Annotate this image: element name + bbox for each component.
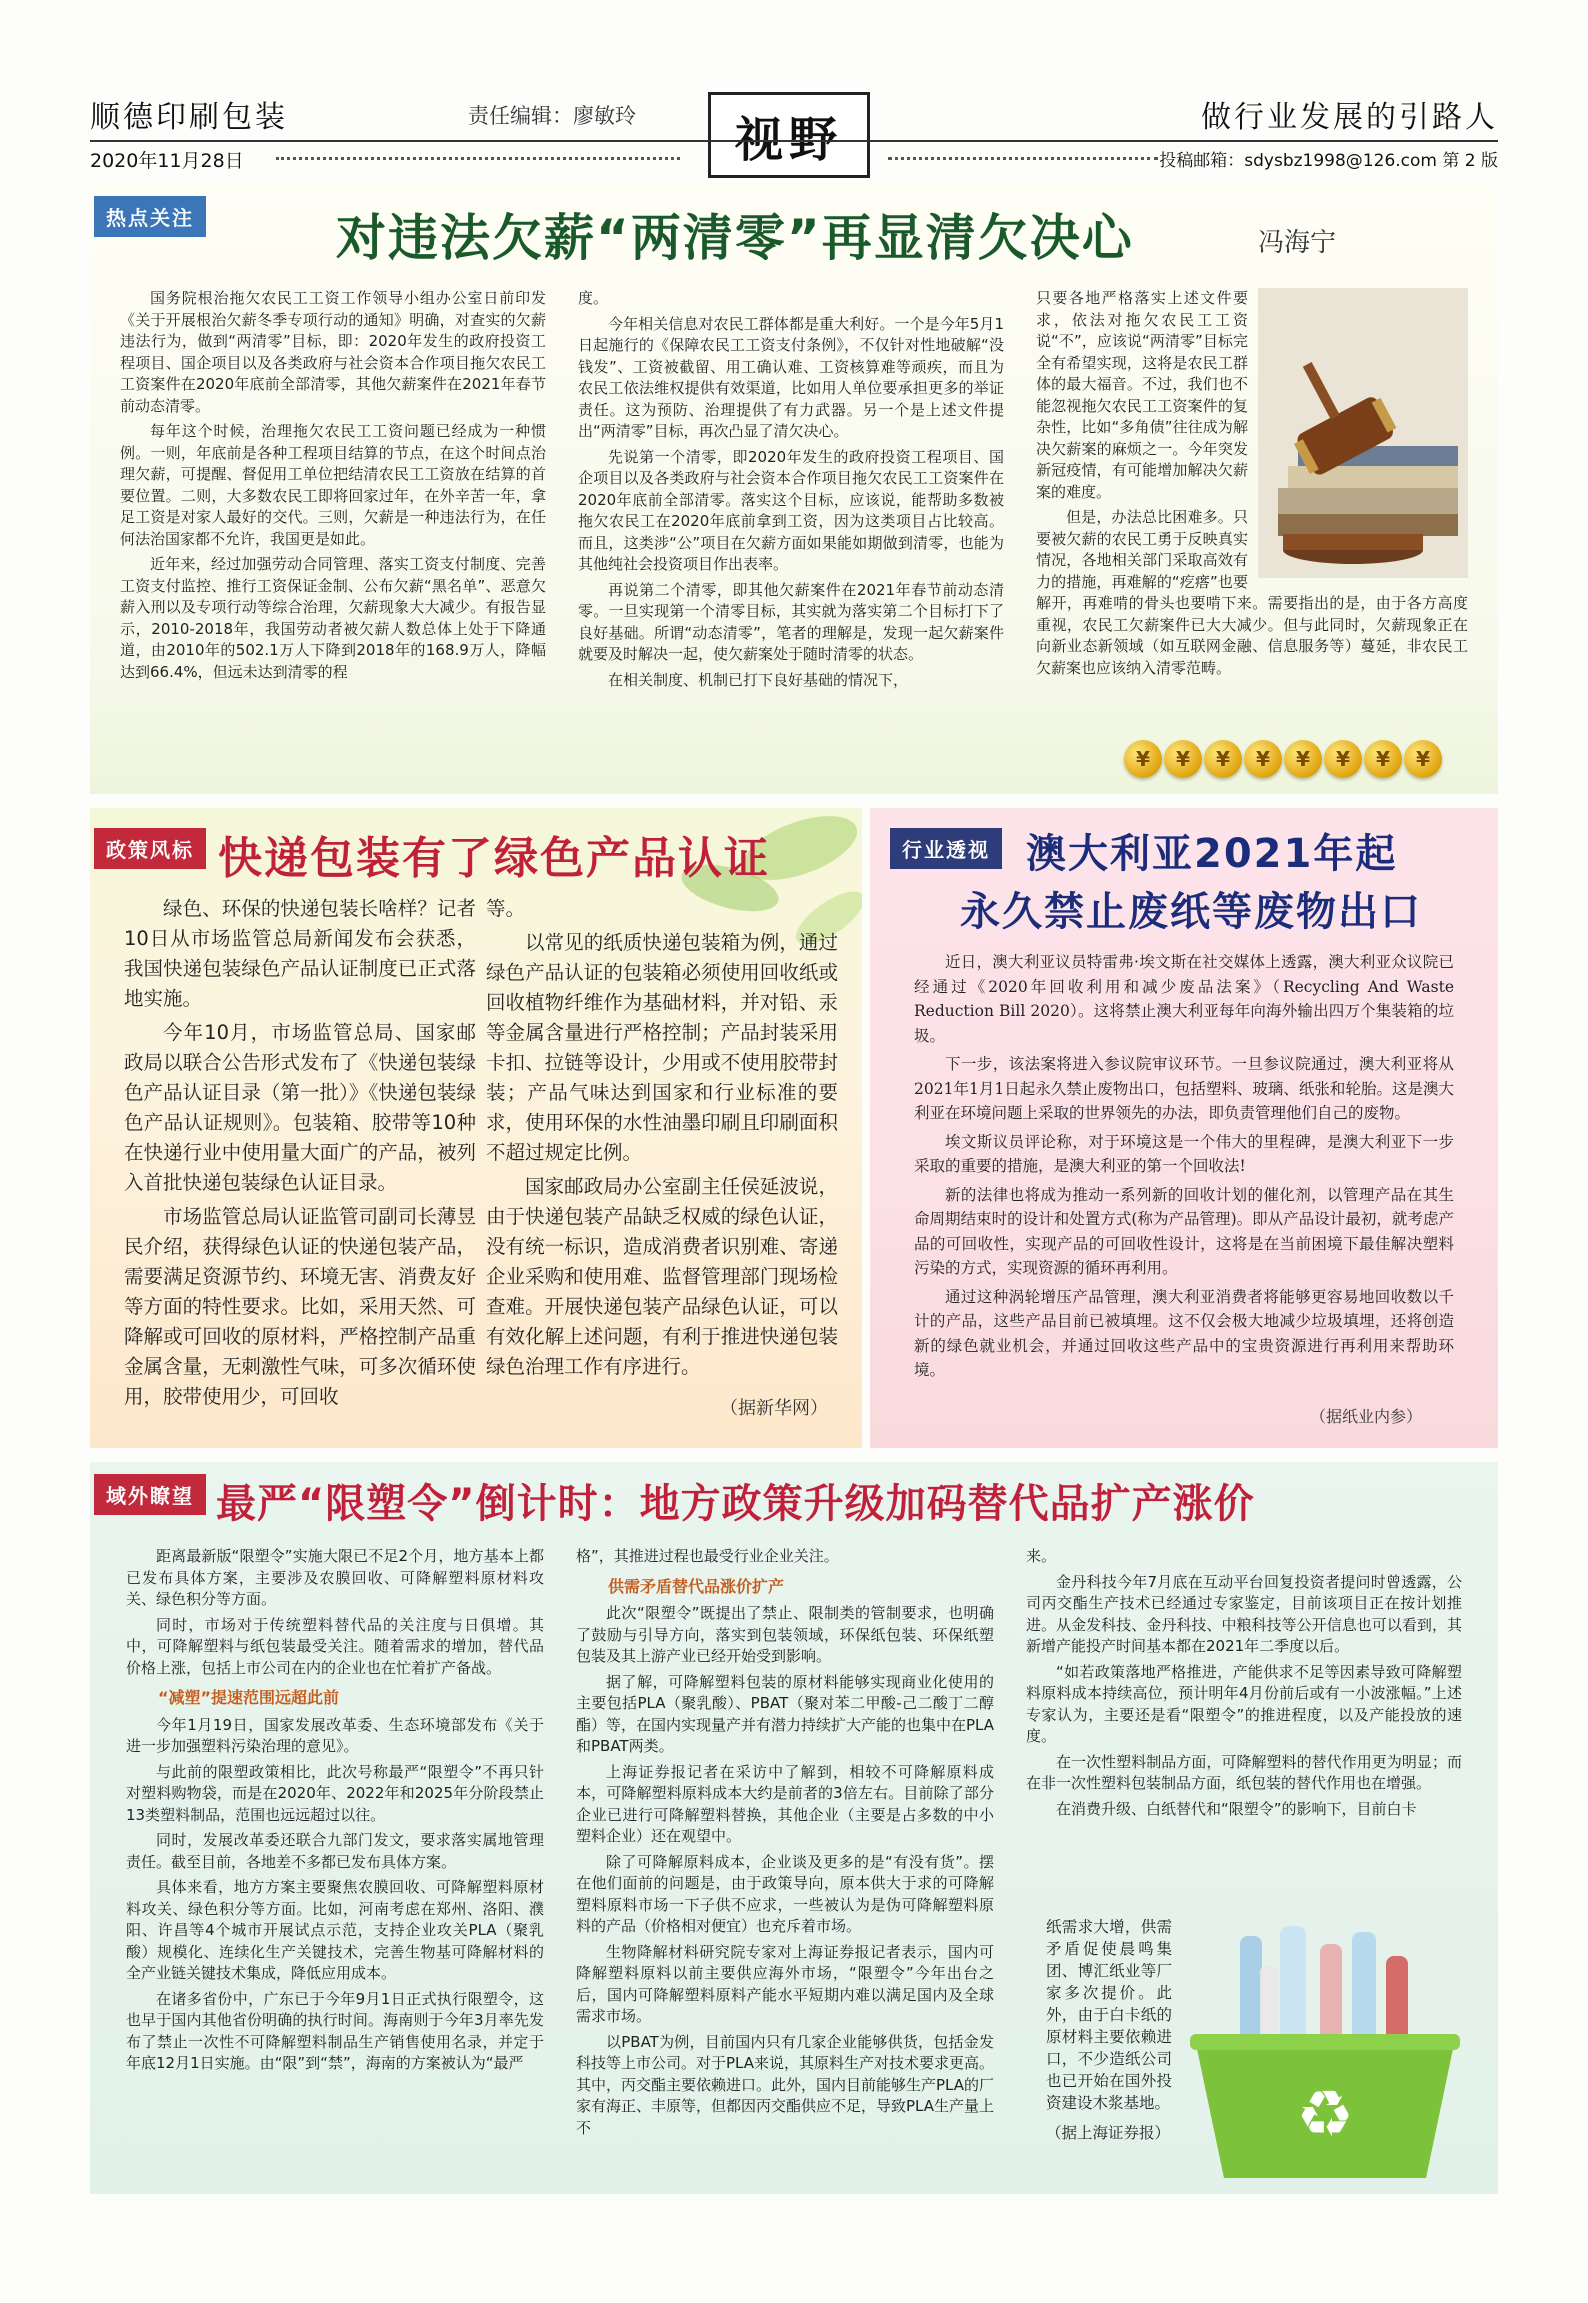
paragraph: 市场监管总局认证监管司副司长薄昱民介绍，获得绿色认证的快递包装产品，需要满足资源节约、环境无害、消费友好等方面的特性要求。比如，采用天然、可降解或可回收的原材料，严格控制产品重金属含量，无刺激性气味，可多次循环使用，胶带使用少，可回收 [124,1205,476,1408]
article-column-1 [126,1546,544,2079]
dotted-rule-left [276,157,680,160]
coin-icon: ¥ [1364,740,1402,778]
recycling-bin-illustration [1180,1926,1470,2188]
coin-icon: ¥ [1244,740,1282,778]
recycle-icon: ♻ [1296,2078,1354,2152]
paragraph: 度。 [578,289,609,307]
section-title-box [708,92,870,178]
section-title: 视野 [734,111,843,168]
paragraph: 与此前的限塑政策相比，此次号称最严“限塑令”不再只针对塑料购物袋，而是在2020年、2022年和2025年分阶段禁止13类塑料制品，范围也远远超过以往。 [126,1762,544,1824]
subheading: 供需矛盾替代品涨价扩产 [608,1576,785,1596]
gavel-illustration [1258,288,1468,578]
article-source: （据新华网） [720,1398,828,1419]
paragraph: 生物降解材料研究院专家对上海证券报记者表示，国内可降解塑料原料以前主要供应海外市场，“限塑令”今年出台之后，国内可降解塑料原料产能水平短期内难以满足国内及全球需求市场。 [576,1942,994,2025]
paragraph: 先说第一个清零，即2020年发生的政府投资工程项目、国企项目以及各类政府与社会资本合作项目拖欠农民工工资案件在2020年底前全部清零。落实这个目标，应该说，能帮助多数被拖欠农民工在2020年底前拿到工资，因为这类项目占比较高。而且，这类涉“公”项目在欠薪方面如果能如期做到清零，也能为其他纯社会投资项目作出表率。 [578,447,1004,573]
coin-icon: ¥ [1404,740,1442,778]
article-title: 最严“限塑令”倒计时：地方政策升级加码替代品扩产涨价 [216,1481,1255,1527]
article-title-line-1: 澳大利亚2021年起 [1026,831,1398,877]
paragraph: 今年10月，市场监管总局、国家邮政局以联合公告形式发布了《快递包装绿色产品认证目录（第一批）》《快递包装绿色产品认证规则》。包装箱、胶带等10种在快递行业中使用量大面广的产品，被列入首批快递包装绿色认证目录。 [124,1021,476,1194]
article-source: （据上海证券报） [1046,2124,1171,2142]
paragraph: 近日，澳大利亚议员特雷弗·埃文斯在社交媒体上透露，澳大利亚众议院已经通过《2020年回收利用和减少废品法案》（Recycling And Waste Reduction Bill 2020）。这将禁止澳大利亚每年向海外输出四万个集装箱的垃圾。 [914,953,1454,1045]
paragraph: “如若政策落地严格推进，产能供求不足等因素导致可降解塑料原料成本持续高位，预计明年4月份前后或有一小波涨幅。”上述专家认为，主要还是看“限塑令”的推进程度，以及产能投放的速度。 [1026,1662,1462,1745]
article-column-2 [486,894,838,1386]
paragraph: 以常见的纸质快递包装箱为例，通过绿色产品认证的包装箱必须使用回收纸或回收植物纤维作为基础材料，并对铅、汞等金属含量进行严格控制；产品封装采用卡扣、拉链等设计，少用或不使用胶带封装；产品气味达到国家和行业标准的要求，使用环保的水性油墨印刷且印刷面积不超过规定比例。 [486,931,838,1164]
paragraph: 再说第二个清零，即其他欠薪案件在2021年春节前动态清零。一旦实现第一个清零目标，其实就为落实第二个目标打下了良好基础。所谓“动态清零”，笔者的理解是，发现一起欠薪案件就要及时解决一起，使欠薪案处于随时清零的状态。 [578,580,1004,663]
paragraph: 只要各地严格落实上述文件要求，依法对拖欠农民工工资说“不”，应该说“两清零”目标完全有希望实现，这将是农民工群体的最大福音。不过，我们也不能忽视拖欠农民工工资案件的复杂性，比如“多角债”往往成为解决欠薪案的麻烦之一。今年突发新冠疫情，有可能增加解决欠薪案的难度。 [1036,289,1248,501]
article-column-1 [120,288,546,687]
article-column-3 [1036,288,1468,683]
section-tag: 域外瞭望 [94,1474,206,1515]
coin-icon: ¥ [1284,740,1322,778]
paragraph: 每年这个时候，治理拖欠农民工工资问题已经成为一种惯例。一则，年底前是各种工程项目结算的节点，在这个时间点治理欠薪，可提醒、督促用工单位把结清农民工工资放在结算的首要位置。二则，大多数农民工即将回家过年，在外辛苦一年，拿足工资是对家人最好的交代。三则，欠薪是一种违法行为，在任何法治国家都不允许，我国更是如此。 [120,422,546,548]
paragraph: 等。 [486,897,526,920]
issue-date: 2020年11月28日 [90,150,244,172]
coin-icon: ¥ [1164,740,1202,778]
paragraph: 近年来，经过加强劳动合同管理、落实工资支付制度、完善工资支付监控、推行工资保证金制、公布欠薪“黑名单”、恶意欠薪入刑以及专项行动等综合治理，欠薪现象大大减少。有报告显示，2010-2018年，我国劳动者被欠薪人数总体上处于下降通道，由2010年的502.1万人下降到2018年的168.9万人，降幅达到66.4%，但远未达到清零的程 [120,555,546,681]
article-plastic-ban [90,1462,1498,2194]
paragraph: 新的法律也将成为推动一系列新的回收计划的催化剂，以管理产品在其生命周期结束时的设计和处置方式(称为产品管理)。即从产品设计最初，就考虑产品的可回收性，实现产品的可回收性设计，这将是在当前困境下最佳解决塑料污染的方式，实现资源的循环再利用。 [914,1185,1454,1277]
coin-icon: ¥ [1124,740,1162,778]
article-body [914,950,1454,1387]
article-column-2 [578,288,1004,695]
paragraph: 据了解，可降解塑料包装的原材料能够实现商业化使用的主要包括PLA（聚乳酸）、PBAT（聚对苯二甲酸-己二酸丁二醇酯）等，在国内实现量产并有潜力持续扩大产能的也集中在PLA和PBAT两类。 [576,1672,995,1755]
paragraph: 下一步，该法案将进入参议院审议环节。一旦参议院通过，澳大利亚将从2021年1月1日起永久禁止废物出口，包括塑料、玻璃、纸张和轮胎。这是澳大利亚在环境问题上采取的世界领先的办法，即负责管理他们自己的废物。 [914,1055,1454,1122]
article-source: （据纸业内参） [1310,1407,1423,1426]
paragraph: 除了可降解原料成本，企业谈及更多的是“有没有货”。摆在他们面前的问题是，由于政策导向，原本供大于求的可降解塑料原料市场一下子供不应求，一些被认为是伪可降解塑料原料的产品（价格相对便宜）也充斥着市场。 [576,1852,994,1935]
paragraph: 上海证券报记者在采访中了解到，相较不可降解原料成本，可降解塑料原料成本大约是前者的3倍左右。目前除了部分企业已进行可降解塑料替换，其他企业（主要是占多数的中小塑料企业）还在观望中。 [576,1762,994,1845]
paragraph: 但是，办法总比困难多。只要被欠薪的农民工勇于反映真实情况，各地相关部门采取高效有力的措施，再难解的“疙瘩”也要解开，再难啃的骨头也要啃下来。需要指出的是，由于各方高度重视，农民工欠薪案件已大大减少。但与此同时，欠薪现象正在向新业态新领域（如互联网金融、信息服务等）蔓延，非农民工欠薪案也应该纳入清零范畴。 [1036,508,1468,677]
section-tag: 行业透视 [890,828,1002,869]
paragraph: 埃文斯议员评论称，对于环境这是一个伟大的里程碑，是澳大利亚下一步采取的重要的措施，是澳大利亚的第一个回收法! [914,1132,1454,1175]
coin-icon: ¥ [1204,740,1242,778]
paragraph: 在消费升级、白纸替代和“限塑令”的影响下，目前白卡 [1056,1799,1417,1818]
editor-credit: 责任编辑：廖敏玲 [468,104,636,128]
subheading: “减塑”提速范围远超此前 [158,1688,340,1707]
paragraph: 金丹科技今年7月底在互动平台回复投资者提问时曾透露，公司丙交酯生产技术已经通过专家鉴定，目前该项目正在按计划推进。从金发科技、金丹科技、中粮科技等公开信息也可以看到，其新增产能投产时间基本都在2021年二季度以后。 [1026,1572,1462,1655]
paragraph: 在相关制度、机制已打下良好基础的情况下， [608,670,909,689]
paragraph: 距离最新版“限塑令”实施大限已不足2个月，地方基本上都已发布具体方案，主要涉及农膜回收、可降解塑料原材料攻关、绿色积分等方面。 [126,1547,544,1608]
coin-icon: ¥ [1324,740,1362,778]
paragraph: 在诸多省份中，广东已于今年9月1日正式执行限塑令，这也早于国内其他省份明确的执行时间。海南则于今年3月率先发布了禁止一次性不可降解塑料制品生产销售使用名录，并定于年底12月1日实施。由“限”到“禁”，海南的方案被认为“最严 [126,1989,544,2072]
paragraph: 具体来看，地方方案主要聚焦农膜回收、可降解塑料原材料攻关、绿色积分等方面。比如，河南考虑在郑州、洛阳、濮阳、许昌等4个城市开展试点示范，支持企业攻关PLA（聚乳酸）规模化、连续化生产关键技术，完善生物基可降解材料的全产业链关键技术集成，降低应用成本。 [126,1878,544,1982]
masthead-rule [90,140,1498,142]
paragraph: 格”，其推进过程也最受行业企业关注。 [576,1547,839,1565]
article-column-2 [576,1546,994,2143]
paragraph: 国务院根治拖欠农民工工资工作领导小组办公室日前印发《关于开展根治欠薪冬季专项行动的通知》明确，对查实的欠薪违法行为，做到“两清零”目标，即：2020年发生的政府投资工程项目、国企项目以及各类政府与社会资本合作项目拖欠农民工工资案件在2020年底前全部清零，其他欠薪案件在2021年春节前动态清零。 [120,289,546,415]
article-unpaid-wages [90,182,1498,794]
section-tag: 政策风标 [94,828,206,869]
article-column-3 [1026,1546,1462,1824]
article-title-line-2: 永久禁止废纸等废物出口 [960,889,1422,935]
contact-email: 投稿邮箱：sdysbz1998@126.com 第 2 版 [1159,151,1498,171]
paragraph: 今年1月19日，国家发展改革委、生态环境部发布《关于进一步加强塑料污染治理的意见》。 [126,1715,544,1755]
paragraph: 今年相关信息对农民工群体都是重大利好。一个是今年5月1日起施行的《保障农民工工资支付条例》，不仅针对性地破解“没钱发”、工资被截留、用工确认难、工资核算难等顽疾，而且为农民工依法维权提供有效渠道，比如用人单位要承担更多的举证责任。这为预防、治理提供了有力武器。另一个是上述文件提出“两清零”目标，再次凸显了清欠决心。 [578,314,1004,440]
section-tag: 热点关注 [94,196,206,237]
article-column-3-narrow [1046,1916,1172,2144]
article-title: 快递包装有了绿色产品认证 [218,833,770,884]
paragraph: 来。 [1026,1547,1057,1565]
paragraph: 此次“限塑令”既提出了禁止、限制类的管制要求，也明确了鼓励与引导方向，落实到包装领域，环保纸包装、环保纸塑包装及其上游产业已经开始受到影响。 [576,1604,994,1665]
article-column-1 [124,894,476,1416]
paragraph: 绿色、环保的快递包装长啥样？记者10日从市场监管总局新闻发布会获悉，我国快递包装绿色产品认证制度已正式落地实施。 [124,897,476,1010]
article-australia-waste-ban [870,808,1498,1448]
article-author: 冯海宁 [1258,228,1337,258]
paragraph: 同时，市场对于传统塑料替代品的关注度与日俱增。其中，可降解塑料与纸包装最受关注。随着需求的增加，替代品价格上涨，包括上市公司在内的企业也在忙着扩产备战。 [126,1615,544,1677]
slogan: 做行业发展的引路人 [1201,100,1498,135]
paragraph: 同时，发展改革委还联合九部门发文，要求落实属地管理责任。截至目前，各地差不多都已发布具体方案。 [126,1831,544,1871]
paragraph: 国家邮政局办公室副主任侯延波说，由于快递包装产品缺乏权威的绿色认证，没有统一标识，造成消费者识别难、寄递企业采购和使用难、监督管理部门现场检查难。开展快递包装产品绿色认证，可以有效化解上述问题，有利于推进快递包装绿色治理工作有序进行。 [486,1175,838,1378]
paragraph: 在一次性塑料制品方面，可降解塑料的替代作用更为明显；而在非一次性塑料包装制品方面，纸包装的替代作用也在增强。 [1026,1752,1462,1792]
article-title: 对违法欠薪“两清零”再显清欠决心 [336,209,1134,267]
article-express-packaging [90,808,862,1448]
paragraph: 纸需求大增，供需矛盾促使晨鸣集团、博汇纸业等厂家多次提价。此外，由于白卡纸的原材料主要依赖进口，不少造纸公司也已开始在国外投资建设木浆基地。 [1046,1918,1172,2112]
publication-name: 顺德印刷包装 [90,100,288,135]
dotted-rule-right [888,157,1158,160]
paragraph: 以PBAT为例，目前国内只有几家企业能够供货，包括金发科技等上市公司。对于PLA来说，其原料生产对技术要求更高。其中，丙交酯主要依赖进口。此外，国内目前能够生产PLA的厂家有海正、丰原等，但都因丙交酯供应不足，导致PLA生产量上不 [576,2032,995,2137]
paragraph: 通过这种涡轮增压产品管理，澳大利亚消费者将能够更容易地回收数以千计的产品，这些产品目前已被填埋。这不仅会极大地减少垃圾填埋，还将创造新的绿色就业机会，并通过回收这些产品中的宝贵资源进行再利用来帮助环境。 [914,1287,1454,1379]
